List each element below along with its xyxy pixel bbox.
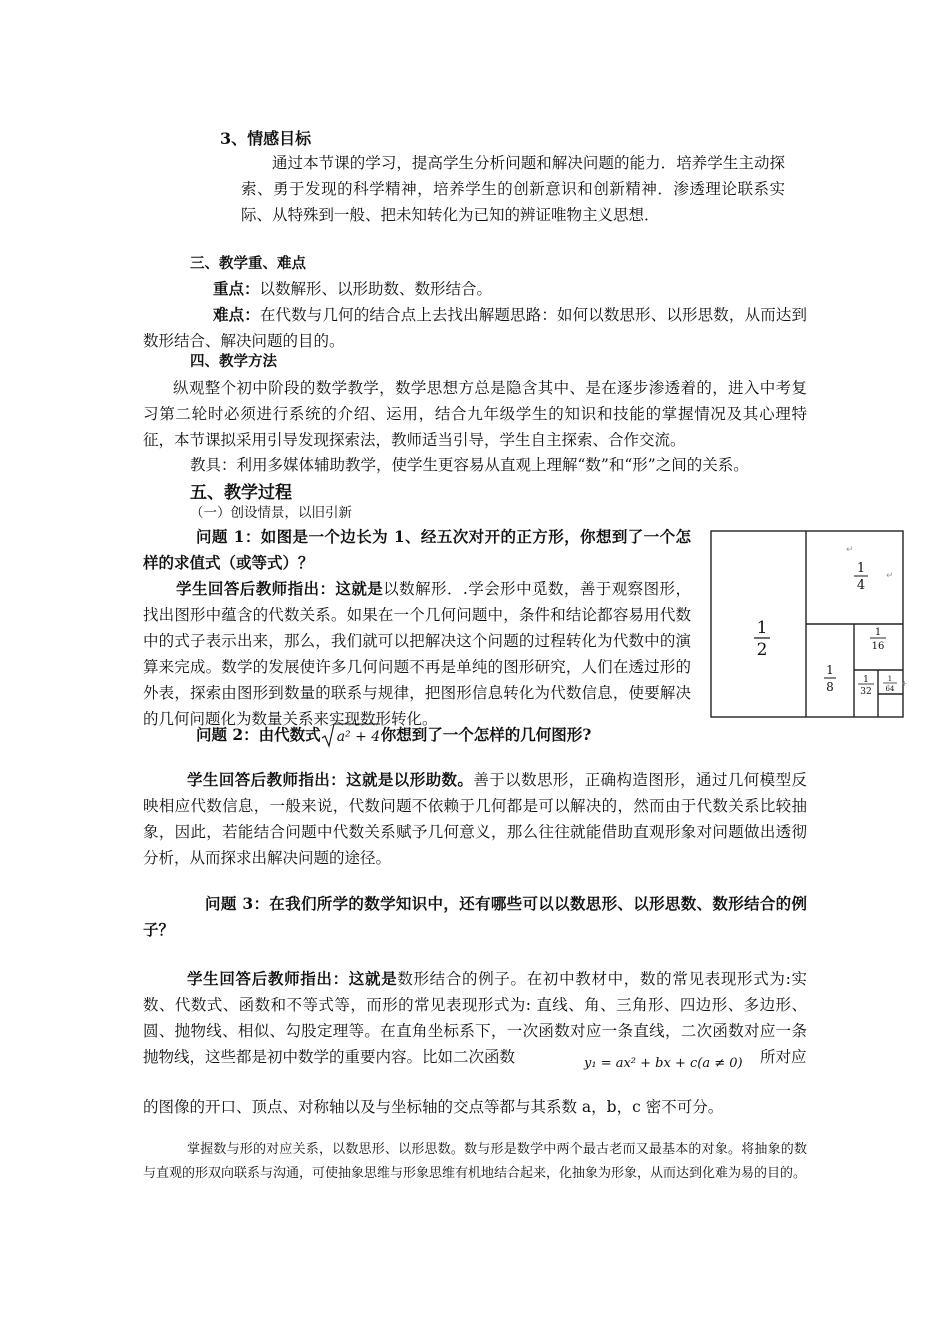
eighth-num: 1: [826, 663, 834, 677]
summary-paragraph: 掌握数与形的对应关系，以数思形、以形思数。数与形是数学中两个最古老而又最基本的对象。将抽象的数与直观的形双向联系与沟通，可使抽象思维与形象思维有机地结合起来，化抽象为形象，从而达到化难为易的目的。: [143, 1142, 807, 1181]
key-points-heading: 三、教学重、难点: [190, 255, 306, 272]
halving-square-figure: [708, 528, 908, 720]
question-2: [196, 722, 591, 750]
question-2-tail: 你想到了一个怎样的几何图形?: [380, 725, 592, 744]
fraction-sixteenth: [870, 627, 886, 652]
answer-3-tail: 所对应: [760, 1048, 807, 1066]
frac32-den: 32: [860, 687, 872, 697]
method-heading: 四、教学方法: [190, 353, 277, 370]
half-den: 2: [756, 640, 768, 660]
answer-2: [143, 767, 807, 871]
sixteenth-den: 16: [871, 641, 885, 652]
answer-1: [143, 576, 691, 732]
answer-1-text: 以数解形．.学会形中觅数，善于观察图形，找出图形中蕴含的代数关系。如果在一个几何问题中，条件和结论都容易用代数中的式子表示出来，那么，我们就可以把解决这个问题的过程转化为代数中的演算来完成。数学的发展使许多几何问题不再是单纯的图形研究，人们在透过形的外表，探索由图形到数量的联系与规律，把图形信息转化为代数信息，使要解决的几何问题化为数量关系来实现数形转化。: [143, 580, 691, 728]
return-mark-icon: ↵: [846, 545, 854, 555]
fraction-64: [883, 675, 908, 693]
sixteenth-num: 1: [874, 627, 882, 638]
question-3: 问题 3：在我们所学的数学知识中，还有哪些可以以数思形、以形思数、数形结合的例子？: [143, 894, 807, 939]
process-heading: 五、教学过程: [190, 483, 292, 503]
sqrt-expression: [321, 722, 381, 750]
tools-line: 教具：利用多媒体辅助教学，使学生更容易从直观上理解“数”和“形”之间的关系。: [190, 456, 749, 474]
process-subheading: （一）创设情景，以旧引新: [190, 505, 352, 521]
answer-3-label: 学生回答后教师指出：这就是: [187, 969, 398, 988]
question-1: 问题 1：如图是一个边长为 1、经五次对开的正方形，你想到了一个怎样的求值式（或等式）？: [143, 527, 691, 572]
quarter-den: 4: [856, 578, 866, 593]
fraction-eighth: [824, 663, 836, 694]
section3-paragraph: 通过本节课的学习，提高学生分析问题和解决问题的能力．培养学生主动探索、勇于发现的科学精神，培养学生的创新意识和创新精神．渗透理论联系实际、从特殊到一般、把未知转化为已知的辨证唯物主义思想．: [241, 154, 785, 224]
answer-3-end: 的图像的开口、顶点、对称轴以及与坐标轴的交点等都与其系数 a，b，c 密不可分。: [143, 1098, 724, 1116]
answer-2-text: 善于以数思形，正确构造图形，通过几何模型反映相应代数信息，一般来说，代数问题不依赖于几何都是可以解决的，然而由于代数关系比较抽象，因此，若能结合问题中代数关系赋予几何意义，那么往往就能借助直观形象对问题做出透彻分析，从而探求出解决问题的途径。: [143, 771, 807, 867]
frac64-num: 1: [887, 675, 893, 683]
difficulty-paragraph: [143, 302, 807, 354]
plus-mark-icon: +: [901, 679, 908, 688]
fraction-half: [754, 618, 770, 660]
quadratic-formula: y₁ = ax² + bx + c(a ≠ 0): [584, 1056, 743, 1071]
frac64-den: 64: [885, 685, 895, 693]
answer-3-text: 数形结合的例子。在初中教材中，数的常见表现形式为:实数、代数式、函数和不等式等，而形的常见表现形式为: 直线、角、三角形、四边形、多边形、圆、抛物线、相似、勾股定理等。在直角坐标系下，一次函数对应一条直线，二次函数对应一条抛物线，这些都是初中数学的重要内容。比如二次函数: [143, 970, 807, 1066]
answer-2-label: 学生回答后教师指出：这就是以形助数。: [187, 770, 474, 789]
fraction-32: [858, 675, 874, 697]
fraction-quarter: [846, 545, 894, 593]
answer-3: [143, 966, 807, 1070]
difficulty-label: 难点：: [213, 305, 260, 324]
focus-label: 重点：: [213, 279, 260, 298]
focus-text: 以数解形、以形助数、数形结合。: [259, 280, 493, 298]
quarter-num: 1: [856, 561, 866, 576]
sqrt-radicand: a² + 4: [336, 729, 381, 745]
answer-1-label: 学生回答后教师指出：这就是: [176, 579, 384, 598]
difficulty-text: 在代数与几何的结合点上去找出解题思路：如何以数思形、以形思数，从而达到数形结合、解决问题的目的。: [143, 306, 807, 350]
question-2-lead: 问题 2：由代数式: [196, 725, 321, 744]
section3-heading: 3、情感目标: [220, 129, 312, 148]
return-mark-icon: ↵: [886, 571, 894, 581]
eighth-den: 8: [826, 680, 834, 694]
focus-line: [213, 276, 793, 302]
method-paragraph: 纵观整个初中阶段的数学教学，数学思想方总是隐含其中、是在逐步渗透着的，进入中考复习第二轮时必须进行系统的介绍、运用，结合九年级学生的知识和技能的掌握情况及其心理特征，本节课拟采用引导发现探索法，教师适当引导，学生自主探索、合作交流。: [143, 379, 807, 449]
frac32-num: 1: [863, 675, 869, 685]
half-num: 1: [756, 618, 768, 638]
